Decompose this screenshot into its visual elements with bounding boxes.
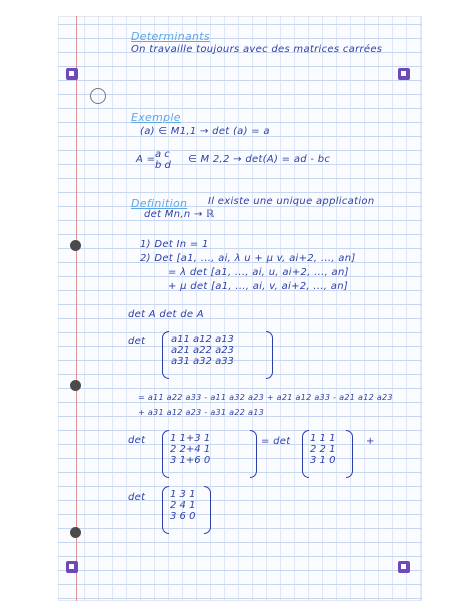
margin-line bbox=[76, 16, 77, 601]
grid-line bbox=[336, 16, 337, 601]
corner-mark-icon bbox=[66, 68, 78, 80]
det3-label: det bbox=[128, 336, 146, 347]
equals-det: = det bbox=[261, 436, 291, 447]
rule-2: 2) Det [a1, ..., ai, λ u + μ v, ai+2, ..., an] bbox=[140, 253, 356, 264]
rule-1: 1) Det In = 1 bbox=[140, 239, 209, 250]
definition-text: Il existe une unique application bbox=[208, 196, 375, 207]
det-a-line: det A det de A bbox=[128, 309, 204, 320]
grid-line bbox=[126, 16, 127, 601]
matrix-3x3: a11 a12 a13 a21 a22 a23 a31 a32 a33 bbox=[171, 334, 234, 367]
page-title: Determinants bbox=[131, 30, 210, 43]
plus-sign: + bbox=[366, 436, 375, 447]
corner-mark-icon bbox=[398, 561, 410, 573]
subtitle: On travaille toujours avec des matrices carrées bbox=[131, 44, 383, 55]
grid-line bbox=[322, 16, 323, 601]
grid-line bbox=[280, 16, 281, 601]
rule-2c: + μ det [a1, ..., ai, v, ai+2, ..., an] bbox=[168, 281, 349, 292]
expansion-line-1: = a11 a22 a33 - a11 a32 a23 + a21 a12 a33 - a21 a12 a23 bbox=[138, 393, 393, 402]
example-label: Exemple bbox=[131, 111, 181, 124]
grid-line bbox=[420, 16, 421, 601]
rule-2b: = λ det [a1, ..., ai, u, ai+2, ..., an] bbox=[168, 267, 349, 278]
example-line-2-right: ∈ M 2,2 → det(A) = ad - bc bbox=[188, 154, 331, 165]
corner-mark-icon bbox=[398, 68, 410, 80]
grid-line bbox=[308, 16, 309, 601]
det-example-label: det bbox=[128, 435, 146, 446]
expansion-line-2: + a31 a12 a23 - a31 a22 a13 bbox=[138, 408, 264, 417]
circle-mark-icon bbox=[90, 88, 106, 104]
example-line-1: (a) ∈ M1,1 → det (a) = a bbox=[140, 126, 270, 137]
grid-line bbox=[350, 16, 351, 601]
punch-hole-icon bbox=[70, 527, 81, 538]
punch-hole-icon bbox=[70, 240, 81, 251]
matrix-example: 1 1+3 1 2 2+4 1 3 1+6 0 bbox=[170, 433, 211, 466]
grid-line bbox=[392, 16, 393, 601]
corner-mark-icon bbox=[66, 561, 78, 573]
grid-line bbox=[364, 16, 365, 601]
grid-line bbox=[224, 16, 225, 601]
grid-line bbox=[238, 16, 239, 601]
grid-line bbox=[266, 16, 267, 601]
matrix-2x2: a c b d bbox=[155, 149, 171, 171]
grid-line bbox=[112, 16, 113, 601]
matrix-split-1: 1 1 1 2 2 1 3 1 0 bbox=[310, 433, 336, 466]
grid-line bbox=[294, 16, 295, 601]
grid-line bbox=[84, 16, 85, 601]
grid-line bbox=[406, 16, 407, 601]
grid-line bbox=[252, 16, 253, 601]
det-example-2-label: det bbox=[128, 492, 146, 503]
matrix-split-2: 1 3 1 2 4 1 3 6 0 bbox=[170, 489, 196, 522]
notebook-page bbox=[58, 16, 422, 601]
grid-line bbox=[378, 16, 379, 601]
definition-label: Definition bbox=[131, 197, 188, 210]
punch-hole-icon bbox=[70, 380, 81, 391]
definition-map: det Mn,n → ℝ bbox=[144, 209, 215, 220]
example-line-2-left: A = bbox=[136, 154, 156, 165]
